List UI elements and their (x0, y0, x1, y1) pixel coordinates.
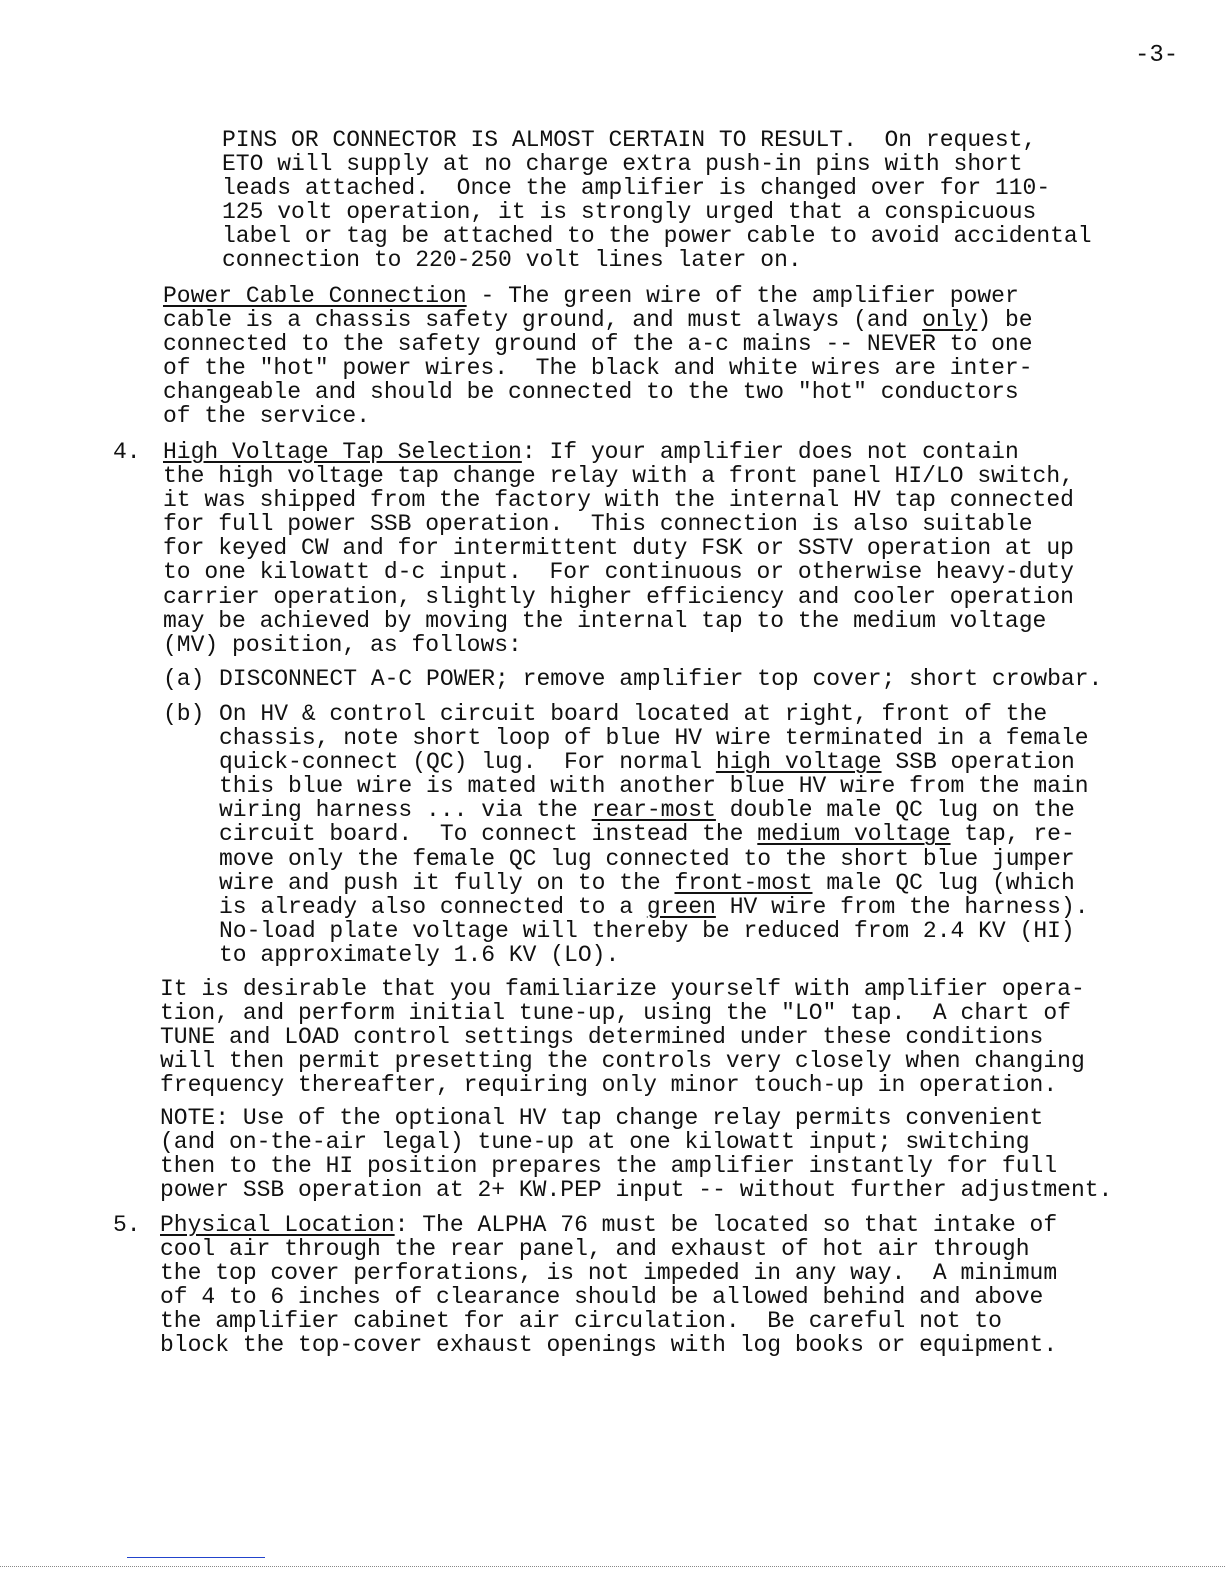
text-line: may be achieved by moving the internal tap to the medium voltage (163, 607, 1047, 634)
underlined-text: front-most (674, 869, 813, 896)
text-line: block the top-cover exhaust openings with log books or equipment. (160, 1332, 1058, 1359)
underlined-text: green (646, 893, 716, 920)
text-line (160, 1213, 1057, 1237)
text-line: connection to 220-250 volt lines later on. (222, 247, 802, 274)
text-line: of the service. (163, 403, 371, 430)
text-line: 125 volt operation, it is strongly urged that a conspicuous (222, 199, 1037, 226)
section-5-number: 5. (113, 1212, 141, 1238)
text-span: wire and push it fully on to the (219, 869, 675, 896)
text-line: this blue wire is mated with another blue HV wire from the main (219, 773, 1089, 800)
section-5-paragraph (160, 1213, 1057, 1358)
text-span: cable is a chassis safety ground, and must always (and (163, 307, 923, 334)
text-line: chassis, note short loop of blue HV wire terminated in a female (219, 725, 1089, 752)
text-line (219, 895, 1089, 919)
text-line: of the "hot" power wires. The black and white wires are inter- (163, 355, 1033, 382)
text-line (219, 822, 1089, 846)
underlined-text: medium voltage (757, 821, 951, 848)
section-4-paragraph (163, 440, 1074, 657)
text-line: for keyed CW and for intermittent duty FSK or SSTV operation at up (163, 535, 1074, 562)
text-span: HV wire from the harness). (715, 893, 1089, 920)
text-line: it was shipped from the factory with the internal HV tap connected (163, 487, 1074, 514)
power-cable-paragraph (163, 284, 1033, 429)
text-line: the high voltage tap change relay with a front panel HI/LO switch, (163, 463, 1074, 490)
text-line: (and on-the-air legal) tune-up at one kilowatt input; switching (160, 1129, 1030, 1156)
underlined-text: only (922, 307, 978, 334)
text-line: connected to the safety ground of the a-c mains -- NEVER to one (163, 331, 1033, 358)
text-span: wiring harness ... via the (219, 797, 592, 824)
text-line: cool air through the rear panel, and exhaust of hot air through (160, 1236, 1030, 1263)
text-span: - The green wire of the amplifier power (466, 283, 1019, 309)
section-4-heading: High Voltage Tap Selection (163, 439, 522, 465)
text-span: ) be (977, 307, 1033, 334)
text-line (163, 284, 1033, 308)
text-line: the top cover perforations, is not impeded in any way. A minimum (160, 1260, 1058, 1287)
item-b-text (219, 702, 1089, 967)
underlined-text: high voltage (715, 749, 882, 776)
page-number: -3- (1135, 42, 1179, 69)
text-line: TUNE and LOAD control settings determined under these conditions (160, 1024, 1044, 1051)
text-line: then to the HI position prepares the amplifier instantly for full (160, 1153, 1058, 1180)
item-a-text (219, 667, 1102, 691)
bottom-border (0, 1566, 1225, 1567)
section-4-number: 4. (113, 439, 141, 465)
text-line: will then permit presetting the controls very closely when changing (160, 1048, 1085, 1075)
text-line: It is desirable that you familiarize yourself with amplifier opera- (160, 976, 1085, 1002)
text-line: frequency thereafter, requiring only minor touch-up in operation. (160, 1072, 1058, 1099)
text-line: the amplifier cabinet for air circulation. Be careful not to (160, 1308, 1002, 1335)
text-line: ETO will supply at no charge extra push-in pins with short (222, 151, 1023, 178)
text-line: leads attached. Once the amplifier is changed over for 110- (222, 175, 1051, 202)
underlined-text: rear-most (591, 797, 716, 824)
text-span: : The ALPHA 76 must be located so that intake of (394, 1212, 1058, 1238)
text-span: quick-connect (QC) lug. For normal (219, 749, 716, 776)
text-line (219, 871, 1089, 895)
text-span: is already also connected to a (219, 893, 647, 920)
text-line: NOTE: Use of the optional HV tap change relay permits convenient (160, 1105, 1044, 1131)
text-line: to one kilowatt d-c input. For continuous or otherwise heavy-duty (163, 559, 1074, 586)
text-line: label or tag be attached to the power cable to avoid accidental (222, 223, 1092, 250)
text-line (163, 440, 1074, 464)
intro-paragraph (222, 128, 1092, 273)
text-line: for full power SSB operation. This connection is also suitable (163, 511, 1033, 538)
section-5-heading: Physical Location (160, 1212, 395, 1238)
note-paragraph (160, 1106, 1112, 1202)
text-line: On HV & control circuit board located at right, front of the (219, 701, 1048, 727)
text-line: (MV) position, as follows: (163, 631, 522, 658)
text-span: : If your amplifier does not contain (521, 439, 1019, 465)
text-span: tap, re- (950, 821, 1075, 848)
familiarize-paragraph (160, 977, 1085, 1097)
text-line (163, 308, 1033, 332)
text-line: power SSB operation at 2+ KW.PEP input -- without further adjustment. (160, 1177, 1113, 1204)
text-span: male QC lug (which (812, 869, 1075, 896)
text-line (219, 798, 1089, 822)
text-line: DISCONNECT A-C POWER; remove amplifier top cover; short crowbar. (219, 666, 1103, 692)
text-span: double male QC lug on the (715, 797, 1075, 824)
footer-rule (127, 1557, 265, 1558)
text-line: No-load plate voltage will thereby be reduced from 2.4 KV (HI) (219, 917, 1075, 944)
text-line (219, 750, 1089, 774)
text-line: to approximately 1.6 KV (LO). (219, 941, 620, 968)
item-b-label: (b) (163, 701, 205, 727)
text-line: carrier operation, slightly higher efficiency and cooler operation (163, 583, 1074, 610)
text-line: changeable and should be connected to the two "hot" conductors (163, 379, 1019, 406)
text-span: circuit board. To connect instead the (219, 821, 758, 848)
text-line: of 4 to 6 inches of clearance should be allowed behind and above (160, 1284, 1044, 1311)
text-span: SSB operation (881, 749, 1075, 776)
text-line: PINS OR CONNECTOR IS ALMOST CERTAIN TO RESULT. On request, (222, 127, 1037, 153)
item-a-label: (a) (163, 666, 205, 692)
power-cable-heading: Power Cable Connection (163, 283, 467, 309)
text-line: move only the female QC lug connected to the short blue jumper (219, 845, 1075, 872)
text-line: tion, and perform initial tune-up, using the "LO" tap. A chart of (160, 1000, 1071, 1027)
